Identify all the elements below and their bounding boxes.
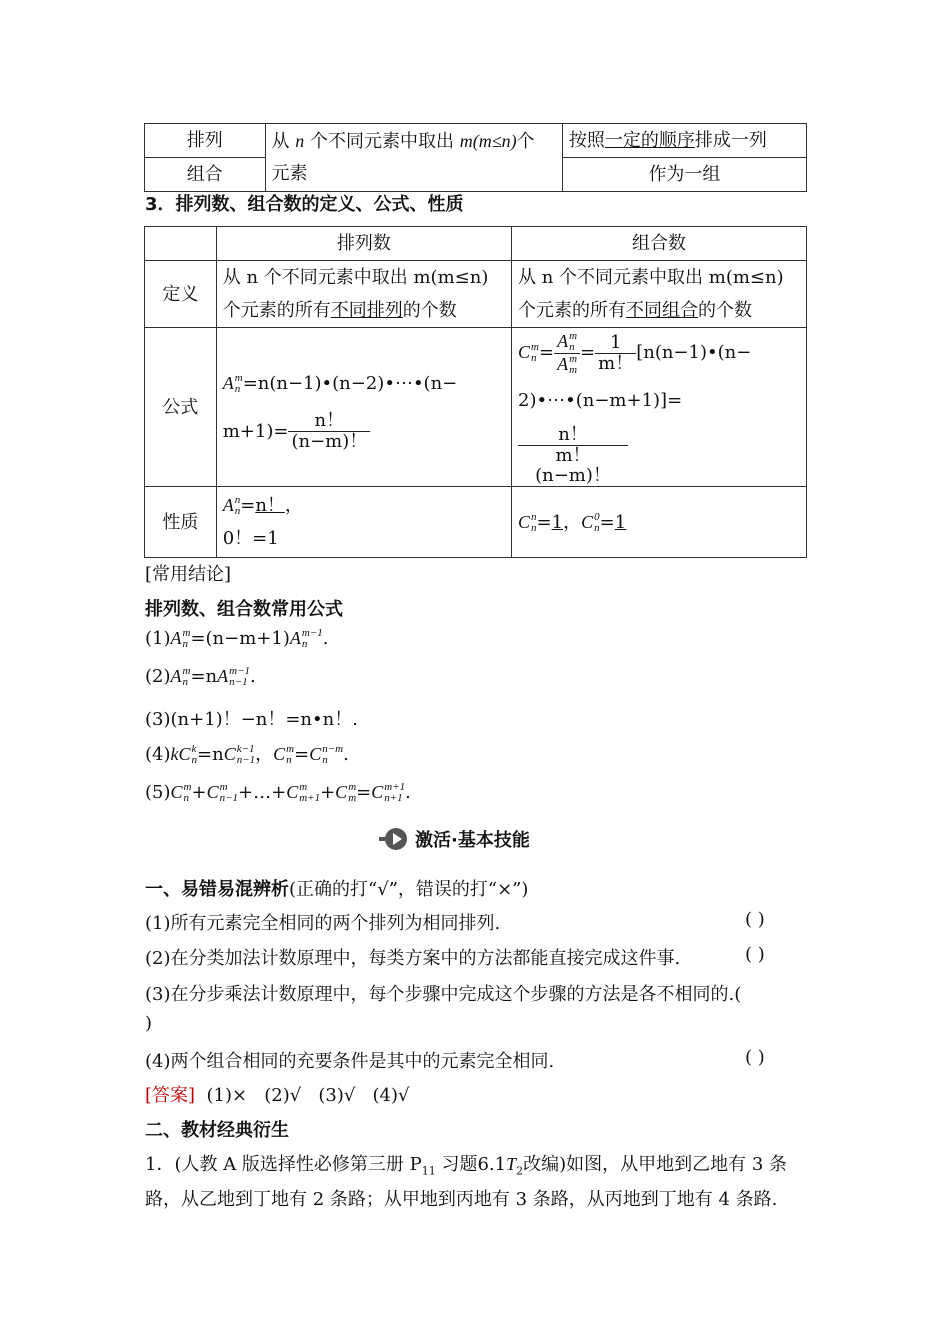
- perm-comb-concept-table: [144, 123, 807, 192]
- perm-comb-formula-table: [144, 226, 807, 558]
- answer-blank-4[interactable]: ( ): [745, 1047, 765, 1068]
- formula-1: (1)A m n =(n−m+1)A m−1 n .: [145, 627, 329, 650]
- header-comb: 组合数: [512, 227, 807, 261]
- heading-3: 3．排列数、组合数的定义、公式、性质: [145, 194, 464, 215]
- header-perm: 排列数: [216, 227, 511, 261]
- formula-comb: C m n = A m n A m m = $\frac{1}{m!}$ [n(n−1)•(n− 2)•⋯•(n−m+1)]= $\frac{n!}{m!(n-m)!}$: [512, 328, 807, 487]
- part2-heading: 二、教材经典衍生: [145, 1120, 289, 1141]
- item-4: (4)两个组合相同的充要条件是其中的元素完全相同.: [145, 1051, 555, 1072]
- answer-blank-2[interactable]: ( ): [745, 944, 765, 965]
- perm-right-cell: 按照一定的顺序排成一列: [562, 124, 806, 158]
- item-3: (3)在分步乘法计数原理中，每个步骤中完成这个步骤的方法是各不相同的.(: [145, 984, 742, 1005]
- label-definition: 定义: [145, 261, 217, 328]
- row-label-perm: 排列: [145, 124, 266, 158]
- def-comb: 从 n 个不同元素中取出 m(m≤n) 个元素的所有不同组合的个数: [512, 261, 807, 328]
- comb-right-cell: 作为一组: [562, 158, 806, 192]
- section-header: [385, 826, 530, 852]
- conclusion-title: 排列数、组合数常用公式: [145, 599, 343, 620]
- formula-5: (5)C m n +C m n−1 +…+C m m+1 +C m m =C m+1 n+1 .: [145, 781, 411, 804]
- label-formula: 公式: [145, 328, 217, 487]
- formula-4: (4)kC k n =nC k−1 n−1 ，C m n =C n−m n .: [145, 743, 349, 766]
- formula-3: (3)(n+1)！−n！=n•n！.: [145, 709, 358, 730]
- answer-tag: [答案]: [145, 1085, 196, 1106]
- def-perm: 从 n 个不同元素中取出 m(m≤n) 个元素的所有不同排列的个数: [216, 261, 511, 328]
- question-1-line-2: 路，从乙地到丁地有 2 条路；从甲地到丙地有 3 条路，从丙地到丁地有 4 条路.: [145, 1189, 778, 1210]
- answer-blank-1[interactable]: ( ): [745, 909, 765, 930]
- formula-2: (2)A m n =nA m−1 n−1 .: [145, 665, 256, 688]
- label-property: 性质: [145, 487, 217, 558]
- play-icon: [385, 828, 407, 850]
- row-label-comb: 组合: [145, 158, 266, 192]
- conclusion-tag: [常用结论]: [145, 564, 232, 585]
- prop-comb: C n n =1，C 0 n =1: [512, 487, 807, 558]
- shared-definition-cell: 从 n 个不同元素中取出 m(m≤n)个 元素: [265, 124, 562, 192]
- item-2: (2)在分类加法计数原理中，每类方案中的方法都能直接完成这件事.: [145, 948, 681, 969]
- section-title: 激活·基本技能: [415, 830, 530, 851]
- question-1-line-1: 1．(人教 A 版选择性必修第三册 $P_{11}$ 习题$6.1T_2$改编)如图，从甲地到乙地有 3 条: [145, 1154, 788, 1178]
- prop-perm: A n n =n！， 0！=1: [216, 487, 511, 558]
- formula-perm: A m n =n(n−1)•(n−2)•⋯•(n− m+1)= $\frac{n!}{(n-m)!}$: [216, 328, 511, 487]
- answer-line: [答案] (1)× (2)√ (3)√ (4)√: [145, 1085, 410, 1106]
- item-1: (1)所有元素完全相同的两个排列为相同排列.: [145, 913, 501, 934]
- part1-heading: 一、易错易混辨析(正确的打“√”，错误的打“×”): [145, 879, 529, 900]
- answer-blank-3[interactable]: ): [145, 1013, 153, 1034]
